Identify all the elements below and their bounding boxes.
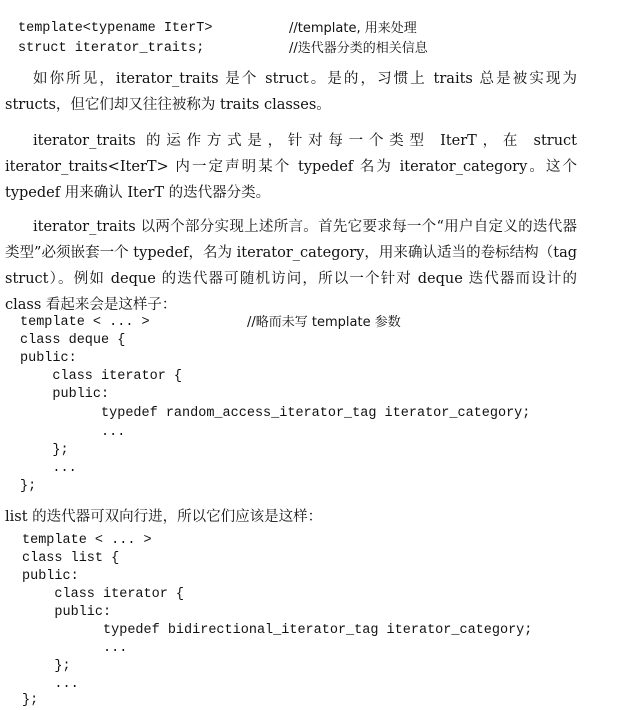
code-line: class list { (22, 551, 120, 566)
code-line: }; (20, 443, 69, 458)
code-line: public: (22, 605, 112, 620)
paragraph: iterator_traits 以两个部分实现上述所言。首先它要求每一个“用户自定义的迭代器类型”必须嵌套一个 typedef，名为 iterator_category，用来确认适当的卷标结构（tag struct）。例如 deque 的迭代器可随机访问，所以一个针对 deque 迭代器而设计的 class 看起来会是这样子： (5, 219, 578, 313)
code-line: class iterator { (22, 587, 185, 602)
code-line: ... (22, 641, 128, 656)
code-template-line: template<typename IterT> (18, 21, 213, 36)
code-line: ... (22, 677, 79, 692)
code-line: template < ... > (22, 533, 152, 548)
code-line: public: (22, 569, 79, 584)
code-line: }; (22, 659, 71, 674)
code-comment: //略而未写 template 参数 (247, 315, 401, 330)
code-line: public: (20, 387, 110, 402)
code-line: typedef random_access_iterator_tag iterator_category; (20, 406, 531, 421)
code-line: class iterator { (20, 369, 183, 384)
code-line: ... (20, 425, 126, 440)
code-line: public: (20, 351, 77, 366)
code-line: class deque { (20, 333, 126, 348)
code-line: template < ... > (20, 315, 150, 330)
code-struct-line: struct iterator_traits; (18, 41, 205, 56)
code-line: }; (20, 479, 37, 494)
code-comment: //template, 用来处理 (289, 21, 417, 36)
code-line: }; (22, 693, 39, 708)
code-line: ... (20, 461, 77, 476)
code-line: typedef bidirectional_iterator_tag iterator_category; (22, 623, 533, 638)
paragraph: list 的迭代器可双向行进，所以它们应该是这样： (5, 509, 323, 525)
code-comment: //迭代器分类的相关信息 (289, 41, 428, 56)
paragraph: 如你所见，iterator_traits 是个 struct。是的，习惯上 traits 总是被实现为 structs，但它们却又往往被称为 traits classes。 (5, 71, 577, 113)
paragraph: iterator_traits 的运作方式是，针对每一个类型 IterT，在 struct iterator_traits<IterT> 内一定声明某个 typedef 名为 iterator_category。这个 typedef 用来确认 IterT 的迭代器分类。 (5, 133, 577, 201)
